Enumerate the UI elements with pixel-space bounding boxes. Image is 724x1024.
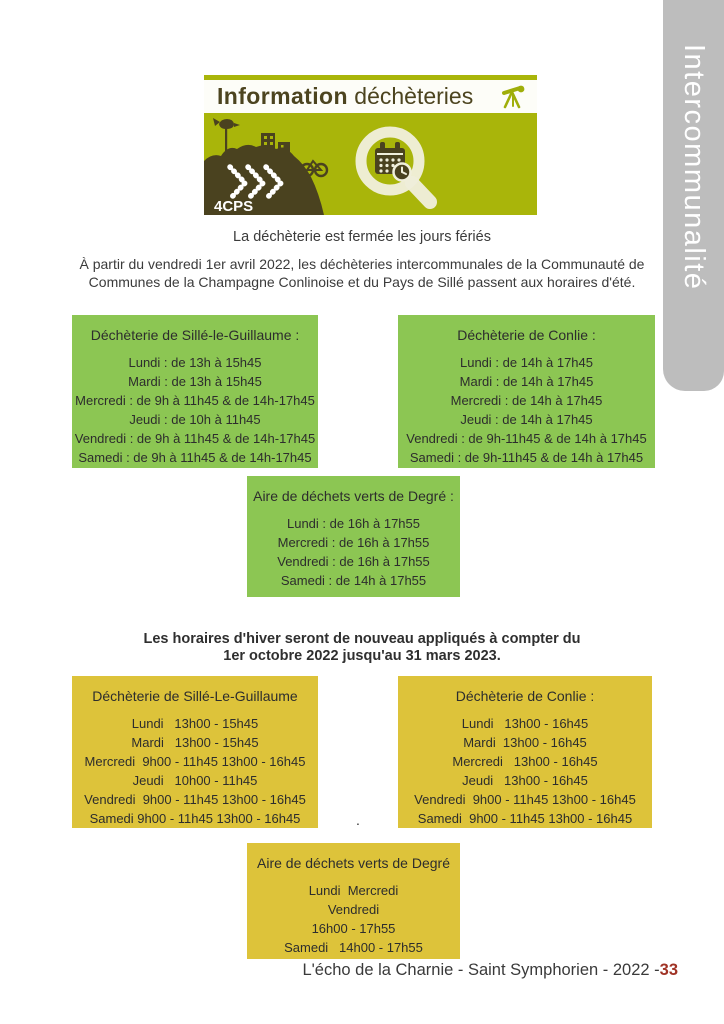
card-title: Aire de déchets verts de Degré : <box>253 488 454 504</box>
schedule-line: Samedi 14h00 - 17h55 <box>284 940 423 955</box>
winter-card-conlie <box>398 676 652 828</box>
banner-illustration <box>204 113 537 215</box>
schedule-line: Vendredi : de 16h à 17h55 <box>277 554 430 569</box>
info-dechetteries-banner <box>204 75 537 215</box>
schedule-line: Mardi : de 14h à 17h45 <box>459 374 594 389</box>
schedule-line: Vendredi <box>327 902 380 917</box>
schedule-line: Vendredi 9h00 - 11h45 13h00 - 16h45 <box>84 792 306 807</box>
schedule-line: 16h00 - 17h55 <box>311 921 396 936</box>
winter-card-sille <box>72 676 318 828</box>
card-title: Déchèterie de Conlie : <box>457 327 596 343</box>
footer-text: L'écho de la Charnie - Saint Symphorien - 2022 - <box>302 961 660 979</box>
schedule-line: Mercredi 13h00 - 16h45 <box>452 754 598 769</box>
schedule-line: Samedi : de 14h à 17h55 <box>280 573 427 588</box>
surveyor-icon <box>500 84 527 109</box>
summer-card-conlie <box>398 315 655 468</box>
footer-page-number: 33 <box>659 961 678 979</box>
schedule-line: Lundi 13h00 - 16h45 <box>461 716 589 731</box>
card-title: Déchèterie de Conlie : <box>455 688 595 704</box>
card-title: Déchèterie de Sillé-le-Guillaume : <box>90 327 300 343</box>
banner-title <box>217 83 473 110</box>
schedule-line: Jeudi : de 10h à 11h45 <box>129 412 261 427</box>
winter-notice <box>0 631 724 665</box>
winter-notice-line2: 1er octobre 2022 jusqu'au 31 mars 2023. <box>223 648 501 664</box>
section-tab-label: Intercommunalité <box>678 44 710 291</box>
winter-notice-line1: Les horaires d'hiver seront de nouveau appliqués à compter du <box>143 631 581 647</box>
schedule-line: Jeudi 10h00 - 11h45 <box>132 773 258 788</box>
footer <box>302 961 678 980</box>
schedule-line: Lundi 13h00 - 15h45 <box>131 716 259 731</box>
schedule-line: Mardi 13h00 - 15h45 <box>131 735 259 750</box>
schedule-line: Mardi 13h00 - 16h45 <box>463 735 587 750</box>
schedule-line: Samedi : de 9h-11h45 & de 14h à 17h45 <box>409 450 644 465</box>
schedule-line: Jeudi 13h00 - 16h45 <box>462 773 588 788</box>
schedule-line: Samedi : de 9h à 11h45 & de 14h-17h45 <box>78 450 312 465</box>
schedule-line: Lundi : de 13h à 15h45 <box>128 355 262 370</box>
schedule-line: Lundi : de 14h à 17h45 <box>459 355 593 370</box>
closed-notice: La déchèterie est fermée les jours fériés <box>233 229 491 245</box>
card-title: Déchèterie de Sillé-Le-Guillaume <box>92 688 298 704</box>
schedule-line: Mardi : de 13h à 15h45 <box>128 374 262 389</box>
card-title: Aire de déchets verts de Degré <box>257 855 450 871</box>
summer-intro: À partir du vendredi 1er avril 2022, les déchèteries intercommunales de la Communauté de Communes de la Champagne Conlinoise et du Pays de Sillé passent aux horaires d'été. <box>79 256 645 290</box>
summer-card-degre <box>247 476 460 597</box>
schedule-line: Mercredi 9h00 - 11h45 13h00 - 16h45 <box>84 754 306 769</box>
banner-title-rest: déchèteries <box>347 83 474 109</box>
schedule-line: Vendredi : de 9h à 11h45 & de 14h-17h45 <box>74 431 316 446</box>
banner-titlebar <box>204 80 537 113</box>
schedule-line: Lundi : de 16h à 17h55 <box>286 516 420 531</box>
banner-title-bold: Information <box>217 83 348 109</box>
stray-dot: . <box>356 812 360 828</box>
schedule-line: Vendredi 9h00 - 11h45 13h00 - 16h45 <box>414 792 636 807</box>
schedule-line: Mercredi : de 14h à 17h45 <box>450 393 603 408</box>
schedule-line: Samedi 9h00 - 11h45 13h00 - 16h45 <box>89 811 301 826</box>
schedule-line: Lundi Mercredi <box>308 883 399 898</box>
schedule-line: Mercredi : de 16h à 17h55 <box>277 535 430 550</box>
cps-watermark: 4CPS <box>214 198 254 215</box>
section-tab-intercommunalite <box>663 0 724 391</box>
summer-card-sille <box>72 315 318 468</box>
winter-card-degre <box>247 843 460 959</box>
schedule-line: Samedi 9h00 - 11h45 13h00 - 16h45 <box>417 811 633 826</box>
magnifier-calendar-icon <box>332 115 452 215</box>
schedule-line: Jeudi : de 14h à 17h45 <box>460 412 593 427</box>
schedule-line: Mercredi : de 9h à 11h45 & de 14h-17h45 <box>75 393 315 408</box>
schedule-line: Vendredi : de 9h-11h45 & de 14h à 17h45 <box>406 431 647 446</box>
